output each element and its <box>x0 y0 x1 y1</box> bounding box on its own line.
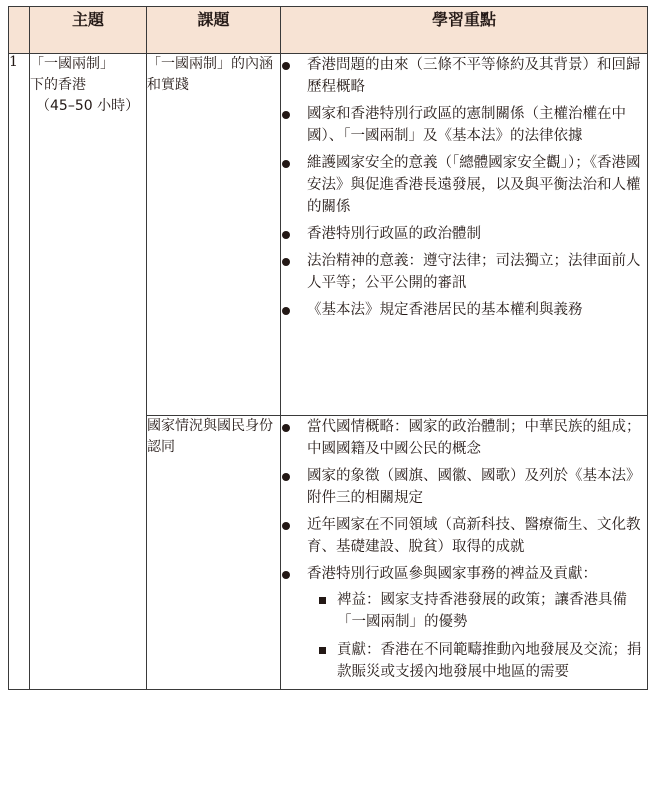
bullet-icon <box>282 62 290 70</box>
list-item <box>281 563 647 683</box>
header-key-points: 學習重點 <box>281 7 648 54</box>
point-text: 國家和香港特別行政區的憲制關係（主權治權在中國）、「一國兩制」及《基本法》的法律依據 <box>307 106 626 144</box>
square-bullet-icon <box>319 597 326 604</box>
bullet-icon <box>282 424 290 432</box>
key-points-cell-2 <box>281 416 648 690</box>
point-text: 近年國家在不同領域（高新科技、醫療衞生、文化教育、基礎建設、脫貧）取得的成就 <box>307 517 641 555</box>
key-points-list-2 <box>281 416 647 683</box>
key-points-list-1 <box>281 54 647 321</box>
bullet-icon <box>282 160 290 168</box>
sub-list-item <box>307 589 647 633</box>
header-row <box>9 7 648 54</box>
list-item <box>281 514 647 558</box>
bullet-icon <box>282 231 290 239</box>
list-item <box>281 103 647 147</box>
curriculum-table <box>8 6 648 690</box>
list-item <box>281 152 647 218</box>
point-text: 香港特別行政區參與國家事務的裨益及貢獻： <box>307 566 597 582</box>
list-item <box>281 223 647 245</box>
sub-list-item <box>307 639 647 683</box>
theme-line-3: （45–50 小時） <box>36 98 140 114</box>
sub-point-text: 裨益：國家支持香港發展的政策；讓香港具備「一國兩制」的優勢 <box>337 592 627 630</box>
point-text: 香港特別行政區的政治體制 <box>307 226 481 242</box>
point-text: 維護國家安全的意義（「總體國家安全觀」）；《香港國安法》與促進香港長遠發展，以及與平衡法治和人權的關係 <box>307 155 641 215</box>
list-item <box>281 465 647 509</box>
table-row <box>9 54 648 416</box>
header-theme: 主題 <box>30 7 147 54</box>
table-header <box>9 7 648 54</box>
sub-points-list <box>307 589 647 683</box>
point-text: 法治精神的意義：遵守法律；司法獨立；法律面前人人平等；公平公開的審訊 <box>307 253 641 291</box>
bullet-icon <box>282 307 290 315</box>
theme-line-1: 「一國兩制」 <box>30 56 114 72</box>
point-text: 香港問題的由來（三條不平等條約及其背景）和回歸歷程概略 <box>307 57 641 95</box>
theme-cell <box>30 54 147 690</box>
table-body <box>9 54 648 690</box>
list-item <box>281 250 647 294</box>
point-text: 國家的象徵（國旗、國徽、國歌）及列於《基本法》附件三的相關規定 <box>307 468 641 506</box>
bullet-icon <box>282 258 290 266</box>
point-text: 當代國情概略：國家的政治體制；中華民族的組成；中國國籍及中國公民的概念 <box>307 419 641 457</box>
header-number-cell <box>9 7 30 54</box>
bullet-icon <box>282 522 290 530</box>
square-bullet-icon <box>319 647 326 654</box>
sub-point-text: 貢獻：香港在不同範疇推動內地發展及交流；捐款賑災或支援內地發展中地區的需要 <box>337 642 642 680</box>
bullet-icon <box>282 571 290 579</box>
list-item <box>281 54 647 98</box>
header-topic: 課題 <box>147 7 281 54</box>
row-number: 1 <box>9 54 30 690</box>
key-points-cell-1 <box>281 54 648 416</box>
list-item <box>281 416 647 460</box>
curriculum-table-wrapper <box>8 6 648 690</box>
topic-cell-2: 國家情況與國民身份認同 <box>147 416 281 690</box>
bullet-icon <box>282 111 290 119</box>
list-item <box>281 299 647 321</box>
theme-line-2: 下的香港 <box>30 77 86 93</box>
bullet-icon <box>282 473 290 481</box>
topic-cell-1: 「一國兩制」的內涵和實踐 <box>147 54 281 416</box>
point-text: 《基本法》規定香港居民的基本權利與義務 <box>307 302 583 318</box>
